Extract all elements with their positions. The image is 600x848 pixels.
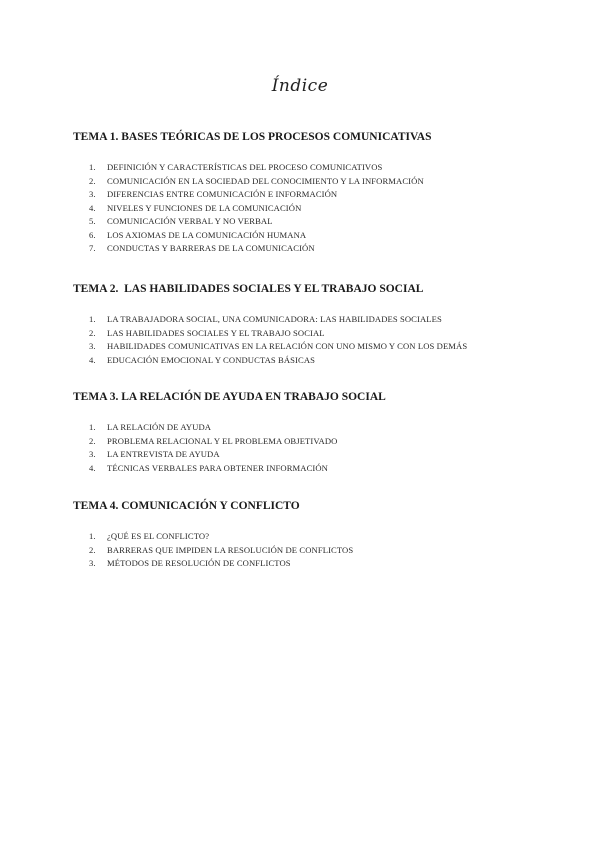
item-number: 4. [89, 354, 96, 365]
item-number: 4. [89, 202, 96, 213]
item-number: 4. [89, 462, 96, 473]
list-item [73, 229, 543, 243]
item-text: LAS HABILIDADES SOCIALES Y EL TRABAJO SOCIAL [107, 327, 325, 338]
item-number: 5. [89, 216, 96, 226]
list-item [73, 327, 543, 341]
item-number: 1. [89, 162, 96, 172]
list-item [73, 462, 543, 476]
item-text: DIFERENCIAS ENTRE COMUNICACIÓN E INFORMACIÓN [107, 189, 338, 199]
list-item [73, 421, 543, 435]
list-item [73, 188, 543, 202]
item-text: DEFINICIÓN Y CARACTERÍSTICAS DEL PROCESO COMUNICATIVOS [107, 162, 383, 172]
section-heading: TEMA 4. COMUNICACIÓN Y CONFLICTO [73, 500, 300, 512]
item-number: 3. [89, 449, 96, 459]
section-heading: TEMA 2. LAS HABILIDADES SOCIALES Y EL TRABAJO SOCIAL [73, 283, 424, 295]
item-number: 6. [89, 229, 96, 240]
item-text: COMUNICACIÓN VERBAL Y NO VERBAL [107, 216, 273, 226]
page-title: Índice [271, 76, 329, 96]
item-text: ¿QUÉ ES EL CONFLICTO? [107, 531, 210, 541]
item-number: 7. [89, 243, 96, 253]
list-item [73, 202, 543, 216]
item-list [73, 161, 543, 256]
item-number: 2. [89, 327, 96, 338]
section-heading: TEMA 1. BASES TEÓRICAS DE LOS PROCESOS COMUNICATIVAS [73, 131, 432, 143]
item-text: CONDUCTAS Y BARRERAS DE LA COMUNICACIÓN [107, 243, 315, 253]
item-number: 3. [89, 189, 96, 199]
item-text: PROBLEMA RELACIONAL Y EL PROBLEMA OBJETIVADO [107, 435, 338, 446]
section-tema-2 [73, 283, 543, 367]
list-item [73, 175, 543, 189]
item-list [73, 530, 543, 571]
item-number: 2. [89, 435, 96, 446]
list-item [73, 242, 543, 256]
list-item [73, 313, 543, 327]
item-number: 3. [89, 558, 96, 568]
list-item [73, 435, 543, 449]
item-text: HABILIDADES COMUNICATIVAS EN LA RELACIÓN CON UNO MISMO Y CON LOS DEMÁS [107, 341, 468, 351]
item-number: 1. [89, 531, 96, 541]
item-text: LA ENTREVISTA DE AYUDA [107, 449, 220, 459]
item-text: LA TRABAJADORA SOCIAL, UNA COMUNICADORA: LAS HABILIDADES SOCIALES [107, 314, 442, 324]
item-number: 2. [89, 175, 96, 186]
list-item [73, 354, 543, 368]
item-text: NIVELES Y FUNCIONES DE LA COMUNICACIÓN [107, 202, 302, 213]
section-heading: TEMA 3. LA RELACIÓN DE AYUDA EN TRABAJO SOCIAL [73, 391, 386, 403]
item-number: 2. [89, 544, 96, 555]
list-item [73, 544, 543, 558]
item-text: MÉTODOS DE RESOLUCIÓN DE CONFLICTOS [107, 558, 291, 568]
item-text: COMUNICACIÓN EN LA SOCIEDAD DEL CONOCIMIENTO Y LA INFORMACIÓN [107, 175, 424, 186]
item-number: 1. [89, 314, 96, 324]
item-number: 1. [89, 422, 96, 432]
item-text: LOS AXIOMAS DE LA COMUNICACIÓN HUMANA [107, 229, 307, 240]
item-text: LA RELACIÓN DE AYUDA [107, 422, 212, 432]
list-item [73, 557, 543, 571]
list-item [73, 340, 543, 354]
item-text: BARRERAS QUE IMPIDEN LA RESOLUCIÓN DE CONFLICTOS [107, 544, 354, 555]
list-item [73, 530, 543, 544]
list-item [73, 448, 543, 462]
item-list [73, 313, 543, 367]
item-number: 3. [89, 341, 96, 351]
section-tema-1 [73, 131, 543, 256]
item-text: EDUCACIÓN EMOCIONAL Y CONDUCTAS BÁSICAS [107, 354, 316, 365]
section-tema-4 [73, 500, 543, 571]
item-text: TÉCNICAS VERBALES PARA OBTENER INFORMACIÓN [107, 462, 328, 473]
section-tema-3 [73, 391, 543, 475]
list-item [73, 161, 543, 175]
list-item [73, 215, 543, 229]
item-list [73, 421, 543, 475]
